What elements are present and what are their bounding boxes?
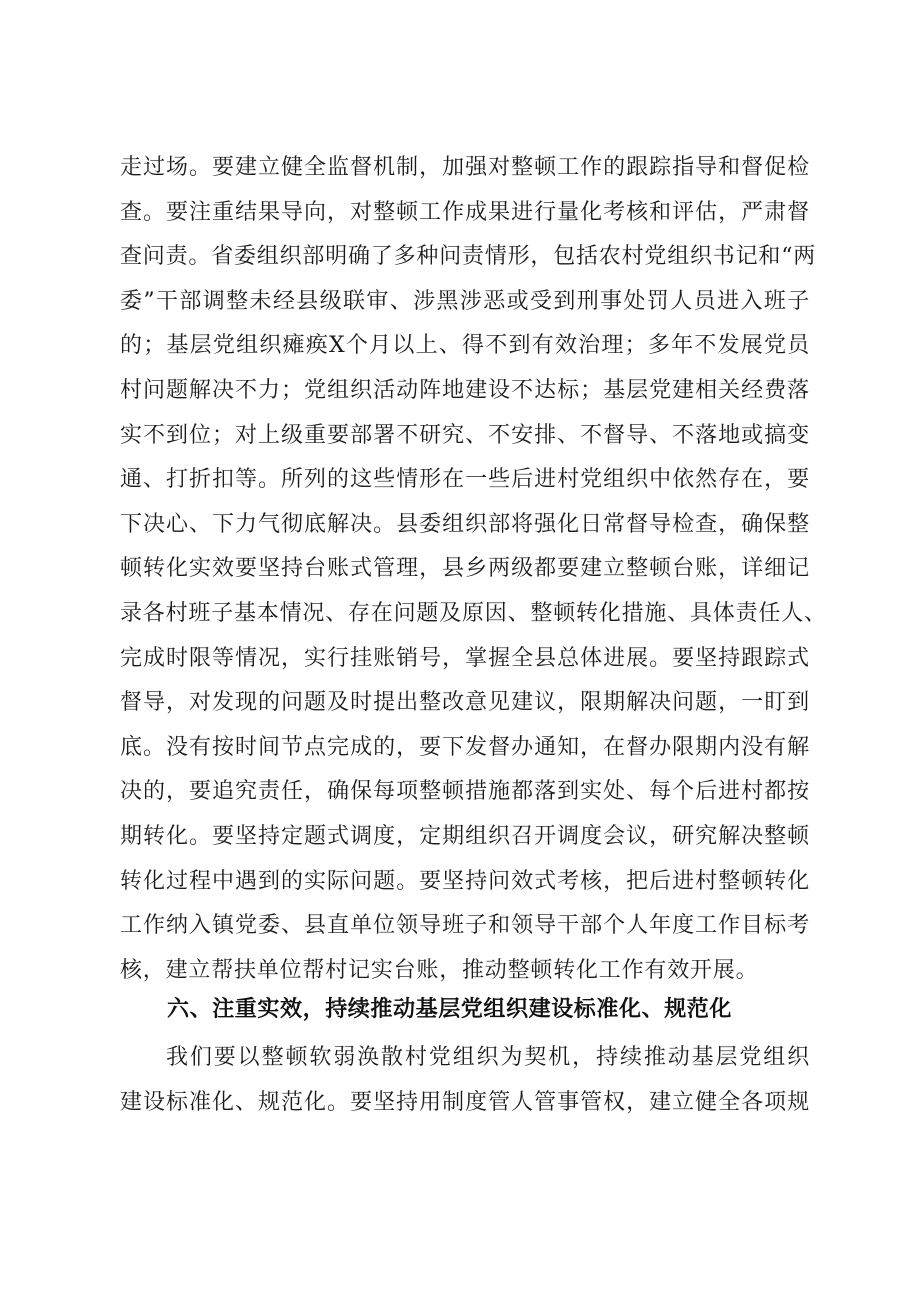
paragraph-1: [120, 146, 827, 993]
paragraph-line: 查。要注重结果导向，对整顿工作成果进行量化考核和评估，严肃督: [120, 199, 810, 225]
paragraph-2: [120, 1036, 810, 1125]
paragraph-line: 查问责。省委组织部明确了多种问责情形，包括农村党组织书记和“两: [120, 244, 817, 270]
paragraph-line: 完成时限等情况，实行挂账销号，掌握全县总体进展。要坚持跟踪式: [120, 645, 810, 671]
paragraph-line: 决的，要追究责任，确保每项整顿措施都落到实处、每个后进村都按: [120, 779, 810, 805]
paragraph-line: 建设标准化、规范化。要坚持用制度管人管事管权，建立健全各项规: [120, 1089, 810, 1115]
paragraph-line: 核，建立帮扶单位帮村记实台账，推动整顿转化工作有效开展。: [120, 957, 759, 983]
paragraph-line: 通、打折扣等。所列的这些情形在一些后进村党组织中依然存在，要: [120, 467, 810, 493]
paragraph-line: 村问题解决不力；党组织活动阵地建设不达标；基层党建相关经费落: [120, 377, 810, 403]
paragraph-line: 转化过程中遇到的实际问题。要坚持问效式考核，把后进村整顿转化: [120, 868, 810, 894]
section-heading: 六、注重实效，持续推动基层党组织建设标准化、规范化: [167, 997, 733, 1022]
paragraph-line: 底。没有按时间节点完成的，要下发督办通知，在督办限期内没有解: [120, 734, 810, 760]
paragraph-line: 顿转化实效要坚持台账式管理，县乡两级都要建立整顿台账，详细记: [120, 556, 810, 582]
paragraph-line: 工作纳入镇党委、县直单位领导班子和领导干部个人年度工作目标考: [120, 913, 810, 939]
paragraph-line: 委”干部调整未经县级联审、涉黑涉恶或受到刑事处罚人员进入班子: [120, 288, 810, 314]
paragraph-line: 走过场。要建立健全监督机制，加强对整顿工作的跟踪指导和督促检: [120, 155, 810, 180]
paragraph-line: 下决心、下力气彻底解决。县委组织部将强化日常督导检查，确保整: [120, 511, 810, 537]
paragraph-line: 期转化。要坚持定题式调度，定期组织召开调度会议，研究解决整顿: [120, 823, 810, 849]
paragraph-line: 督导，对发现的问题及时提出整改意见建议，限期解决问题，一盯到: [120, 690, 810, 716]
paragraph-line: 录各村班子基本情况、存在问题及原因、整顿转化措施、具体责任人、: [120, 600, 827, 626]
paragraph-line: 实不到位；对上级重要部署不研究、不安排、不督导、不落地或搞变: [120, 422, 810, 448]
paragraph-line: 的；基层党组织瘫痪X个月以上、得不到有效治理；多年不发展党员: [120, 333, 810, 359]
paragraph-line: 我们要以整顿软弱涣散村党组织为契机，持续推动基层党组织: [166, 1045, 810, 1070]
